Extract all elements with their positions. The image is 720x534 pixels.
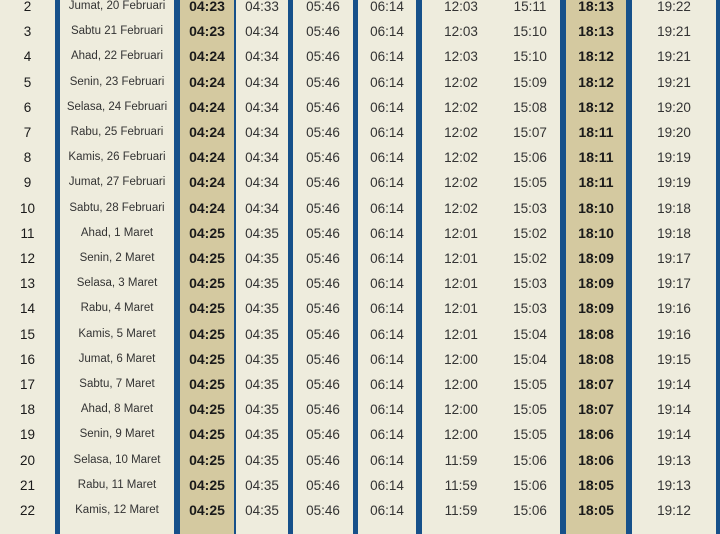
subuh-time: 04:35 — [245, 402, 279, 418]
dzuhur-time: 11:59 — [444, 477, 478, 493]
isya-time: 19:14 — [657, 402, 691, 418]
table-row — [0, 448, 720, 473]
terbit-time: 05:46 — [306, 49, 340, 65]
ashar-time: 15:06 — [513, 150, 547, 166]
table-row — [0, 372, 720, 397]
dhuha-time: 06:14 — [370, 477, 404, 493]
terbit-time: 05:46 — [306, 125, 340, 140]
terbit-time: 05:46 — [306, 452, 340, 468]
dzuhur-time: 12:01 — [444, 251, 478, 266]
isya-time: 19:17 — [657, 276, 691, 292]
row-number: 21 — [19, 477, 36, 493]
subuh-time: 04:33 — [245, 0, 279, 14]
imsak-time: 04:25 — [189, 376, 225, 392]
imsak-time: 04:24 — [189, 124, 225, 140]
maghrib-time: 18:13 — [578, 0, 614, 14]
isya-time: 19:14 — [657, 377, 691, 392]
maghrib-time: 18:09 — [578, 250, 614, 266]
isya-time: 19:12 — [657, 503, 691, 518]
maghrib-time: 18:12 — [578, 73, 614, 90]
row-date: Selasa, 24 Februari — [66, 100, 168, 113]
table-row — [0, 44, 720, 69]
row-number: 9 — [23, 175, 32, 191]
dhuha-time: 06:14 — [370, 251, 404, 266]
dhuha-time: 06:14 — [370, 225, 404, 241]
dhuha-time: 06:14 — [370, 150, 404, 166]
row-date: Kamis, 12 Maret — [75, 504, 159, 516]
imsak-time: 04:24 — [189, 199, 225, 216]
imsak-time: 04:24 — [189, 149, 225, 166]
row-number: 19 — [19, 427, 36, 443]
maghrib-time: 18:05 — [578, 502, 614, 518]
imsak-time: 04:25 — [189, 502, 225, 518]
ashar-time: 15:05 — [513, 402, 547, 418]
subuh-time: 04:34 — [245, 175, 279, 191]
row-number: 8 — [23, 150, 32, 166]
terbit-time: 05:46 — [306, 251, 340, 266]
row-number: 7 — [23, 125, 32, 140]
dzuhur-time: 12:00 — [444, 377, 478, 392]
ashar-time: 15:06 — [513, 452, 547, 468]
subuh-time: 04:34 — [245, 49, 279, 65]
dhuha-time: 06:14 — [370, 351, 404, 367]
ashar-time: 15:04 — [513, 351, 547, 367]
imsak-time: 04:23 — [189, 0, 225, 14]
maghrib-time: 18:06 — [578, 426, 614, 443]
dhuha-time: 06:14 — [370, 175, 404, 191]
isya-time: 19:16 — [657, 326, 691, 342]
dhuha-time: 06:14 — [370, 301, 404, 317]
maghrib-time: 18:12 — [578, 98, 614, 115]
dzuhur-time: 12:02 — [444, 99, 478, 115]
ashar-time: 15:03 — [513, 301, 547, 317]
dzuhur-time: 12:02 — [444, 125, 478, 140]
dhuha-time: 06:14 — [370, 74, 404, 90]
terbit-time: 05:46 — [306, 150, 340, 166]
table-row — [0, 196, 720, 221]
dzuhur-time: 12:02 — [444, 175, 478, 191]
row-date: Senin, 9 Maret — [79, 428, 155, 441]
row-number: 12 — [19, 251, 36, 266]
maghrib-time: 18:10 — [578, 199, 614, 216]
ashar-time: 15:03 — [513, 200, 547, 216]
row-date: Sabtu 21 Februari — [70, 25, 164, 38]
maghrib-time: 18:11 — [578, 124, 614, 140]
maghrib-time: 18:11 — [578, 149, 614, 166]
maghrib-time: 18:09 — [578, 300, 614, 317]
ashar-time: 15:05 — [513, 377, 547, 392]
subuh-time: 04:34 — [245, 200, 279, 216]
imsak-time: 04:24 — [189, 98, 225, 115]
subuh-time: 04:34 — [245, 74, 279, 90]
subuh-time: 04:35 — [245, 225, 279, 241]
row-date: Sabtu, 7 Maret — [79, 378, 155, 390]
isya-time: 19:17 — [657, 251, 691, 266]
dzuhur-time: 11:59 — [444, 503, 478, 518]
imsak-time: 04:24 — [189, 174, 225, 191]
isya-time: 19:13 — [657, 477, 691, 493]
ashar-time: 15:02 — [513, 251, 547, 266]
row-number: 17 — [19, 377, 36, 392]
imsak-time: 04:23 — [189, 23, 225, 40]
dhuha-time: 06:14 — [370, 503, 404, 518]
row-date: Senin, 2 Maret — [79, 252, 155, 264]
imsak-time: 04:25 — [189, 250, 225, 266]
dhuha-time: 06:14 — [370, 402, 404, 418]
subuh-time: 04:35 — [245, 377, 279, 392]
maghrib-time: 18:05 — [578, 476, 614, 493]
ashar-time: 15:06 — [513, 503, 547, 518]
maghrib-time: 18:10 — [578, 224, 614, 241]
row-date: Kamis, 26 Februari — [68, 151, 166, 164]
maghrib-time: 18:09 — [578, 275, 614, 292]
ashar-time: 15:05 — [513, 427, 547, 443]
ashar-time: 15:10 — [513, 49, 547, 65]
subuh-time: 04:34 — [245, 125, 279, 140]
isya-time: 19:22 — [657, 0, 691, 14]
subuh-time: 04:35 — [245, 326, 279, 342]
dhuha-time: 06:14 — [370, 49, 404, 65]
dzuhur-time: 12:01 — [444, 276, 478, 292]
row-number: 20 — [19, 452, 36, 468]
isya-time: 19:19 — [657, 150, 691, 166]
ashar-time: 15:09 — [513, 74, 547, 90]
isya-time: 19:18 — [657, 225, 691, 241]
table-row — [0, 120, 720, 145]
terbit-time: 05:46 — [306, 0, 340, 14]
row-date: Jumat, 6 Maret — [78, 352, 156, 365]
terbit-time: 05:46 — [306, 99, 340, 115]
dhuha-time: 06:14 — [370, 125, 404, 140]
row-number: 18 — [19, 402, 36, 418]
row-date: Jumat, 27 Februari — [68, 176, 166, 189]
subuh-time: 04:35 — [245, 251, 279, 266]
row-date: Kamis, 5 Maret — [78, 327, 156, 340]
terbit-time: 05:46 — [306, 24, 340, 40]
dzuhur-time: 12:03 — [444, 49, 478, 65]
dzuhur-time: 12:00 — [444, 351, 478, 367]
isya-time: 19:19 — [657, 175, 691, 191]
dzuhur-time: 12:00 — [444, 427, 478, 443]
maghrib-time: 18:11 — [578, 174, 614, 191]
dhuha-time: 06:14 — [370, 326, 404, 342]
subuh-time: 04:34 — [245, 99, 279, 115]
maghrib-time: 18:06 — [578, 451, 614, 468]
terbit-time: 05:46 — [306, 427, 340, 443]
terbit-time: 05:46 — [306, 225, 340, 241]
isya-time: 19:13 — [657, 452, 691, 468]
maghrib-time: 18:08 — [578, 350, 614, 367]
row-date: Rabu, 4 Maret — [80, 302, 154, 315]
terbit-time: 05:46 — [306, 175, 340, 191]
row-date: Rabu, 25 Februari — [70, 126, 164, 138]
row-number: 13 — [19, 276, 36, 292]
subuh-time: 04:35 — [245, 503, 279, 518]
row-number: 3 — [23, 24, 32, 40]
table-row — [0, 19, 720, 44]
subuh-time: 04:35 — [245, 427, 279, 443]
maghrib-time: 18:12 — [578, 48, 614, 65]
table-row — [0, 296, 720, 321]
row-date: Sabtu, 28 Februari — [69, 201, 165, 214]
isya-time: 19:20 — [657, 125, 691, 140]
table-row — [0, 347, 720, 372]
table-row — [0, 473, 720, 498]
dhuha-time: 06:14 — [370, 427, 404, 443]
ashar-time: 15:07 — [513, 125, 547, 140]
imsak-time: 04:24 — [189, 73, 225, 90]
ashar-time: 15:04 — [513, 326, 547, 342]
table-row — [0, 246, 720, 271]
isya-time: 19:21 — [657, 74, 691, 90]
ashar-time: 15:10 — [513, 24, 547, 40]
row-date: Ahad, 22 Februari — [70, 50, 164, 63]
row-number: 14 — [19, 301, 36, 317]
dhuha-time: 06:14 — [370, 200, 404, 216]
dhuha-time: 06:14 — [370, 276, 404, 292]
terbit-time: 05:46 — [306, 276, 340, 292]
ashar-time: 15:08 — [513, 99, 547, 115]
subuh-time: 04:35 — [245, 301, 279, 317]
dzuhur-time: 11:59 — [444, 452, 478, 468]
maghrib-time: 18:08 — [578, 325, 614, 342]
isya-time: 19:16 — [657, 301, 691, 317]
subuh-time: 04:34 — [245, 24, 279, 40]
maghrib-time: 18:13 — [578, 23, 614, 40]
imsak-time: 04:25 — [189, 300, 225, 317]
isya-time: 19:15 — [657, 351, 691, 367]
dhuha-time: 06:14 — [370, 24, 404, 40]
imsak-time: 04:25 — [189, 350, 225, 367]
terbit-time: 05:46 — [306, 402, 340, 418]
dzuhur-time: 12:01 — [444, 225, 478, 241]
dhuha-time: 06:14 — [370, 452, 404, 468]
terbit-time: 05:46 — [306, 477, 340, 493]
table-row — [0, 322, 720, 347]
isya-time: 19:20 — [657, 99, 691, 115]
dzuhur-time: 12:03 — [444, 24, 478, 40]
table-row — [0, 145, 720, 170]
table-row — [0, 170, 720, 195]
terbit-time: 05:46 — [306, 351, 340, 367]
ashar-time: 15:03 — [513, 276, 547, 292]
row-number: 4 — [23, 49, 32, 65]
isya-time: 19:21 — [657, 49, 691, 65]
row-date: Jumat, 20 Februari — [68, 0, 166, 12]
row-number: 16 — [19, 351, 36, 367]
dzuhur-time: 12:00 — [444, 402, 478, 418]
row-date: Selasa, 3 Maret — [76, 277, 158, 290]
dhuha-time: 06:14 — [370, 0, 404, 14]
dzuhur-time: 12:02 — [444, 200, 478, 216]
subuh-time: 04:35 — [245, 351, 279, 367]
dhuha-time: 06:14 — [370, 377, 404, 392]
subuh-time: 04:35 — [245, 477, 279, 493]
maghrib-time: 18:07 — [578, 401, 614, 418]
row-number: 22 — [19, 503, 36, 518]
dzuhur-time: 12:01 — [444, 301, 478, 317]
dzuhur-time: 12:01 — [444, 326, 478, 342]
imsak-time: 04:25 — [189, 476, 225, 493]
table-row — [0, 271, 720, 296]
isya-time: 19:21 — [657, 24, 691, 40]
subuh-time: 04:35 — [245, 452, 279, 468]
ashar-time: 15:02 — [513, 225, 547, 241]
imsak-time: 04:24 — [189, 48, 225, 65]
terbit-time: 05:46 — [306, 301, 340, 317]
row-date: Selasa, 10 Maret — [73, 453, 161, 466]
table-row — [0, 397, 720, 422]
table-row — [0, 221, 720, 246]
dzuhur-time: 12:02 — [444, 74, 478, 90]
row-number: 5 — [23, 74, 32, 90]
isya-time: 19:18 — [657, 200, 691, 216]
ashar-time: 15:06 — [513, 477, 547, 493]
terbit-time: 05:46 — [306, 200, 340, 216]
dzuhur-time: 12:03 — [444, 0, 478, 14]
imsak-time: 04:25 — [189, 451, 225, 468]
terbit-time: 05:46 — [306, 377, 340, 392]
ashar-time: 15:05 — [513, 175, 547, 191]
maghrib-time: 18:07 — [578, 376, 614, 392]
imsak-time: 04:25 — [189, 426, 225, 443]
row-date: Rabu, 11 Maret — [77, 478, 157, 491]
row-date: Ahad, 8 Maret — [80, 403, 154, 416]
table-row — [0, 0, 720, 19]
row-number: 10 — [19, 200, 36, 216]
dzuhur-time: 12:02 — [444, 150, 478, 166]
terbit-time: 05:46 — [306, 74, 340, 90]
imsak-time: 04:25 — [189, 325, 225, 342]
row-number: 15 — [19, 326, 36, 342]
table-row — [0, 422, 720, 447]
imsak-time: 04:25 — [189, 224, 225, 241]
imsak-time: 04:25 — [189, 275, 225, 292]
isya-time: 19:14 — [657, 427, 691, 443]
row-date: Ahad, 1 Maret — [80, 226, 154, 239]
table-row — [0, 95, 720, 120]
table-row — [0, 70, 720, 95]
row-number: 2 — [23, 0, 32, 14]
row-number: 6 — [23, 99, 32, 115]
ashar-time: 15:11 — [513, 0, 547, 14]
table-row — [0, 498, 720, 523]
row-number: 11 — [20, 225, 35, 241]
row-date: Senin, 23 Februari — [69, 75, 165, 88]
subuh-time: 04:34 — [245, 150, 279, 166]
subuh-time: 04:35 — [245, 276, 279, 292]
terbit-time: 05:46 — [306, 326, 340, 342]
imsak-time: 04:25 — [189, 401, 225, 418]
dhuha-time: 06:14 — [370, 99, 404, 115]
terbit-time: 05:46 — [306, 503, 340, 518]
